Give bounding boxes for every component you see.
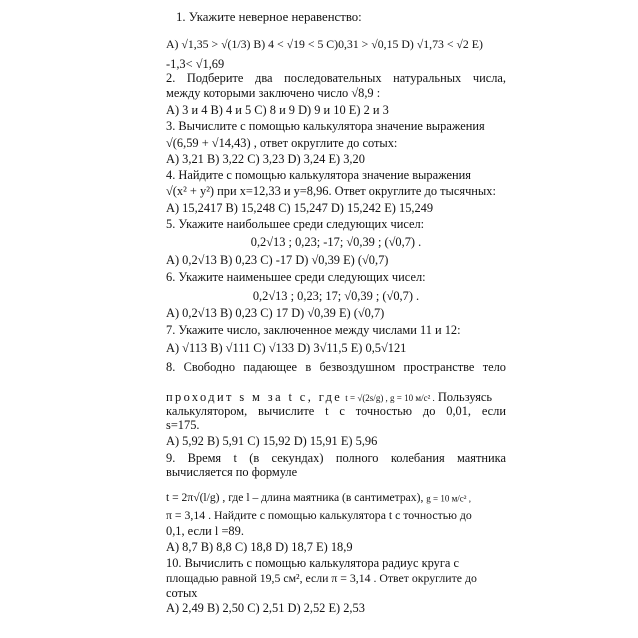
question-4-text: √(x² + y²) при x=12,33 и y=8,96. Ответ округлите до тысячных: [166,184,496,198]
question-8-text-3: s=175. [166,418,200,432]
question-9-g-formula: g = 10 м/с² , [426,493,471,504]
question-7-title: 7. Укажите число, заключенное между числами 11 и 12: [166,323,461,337]
question-8-text-end: Пользуясь [437,390,493,404]
question-5-title: 5. Укажите наибольшее среди следующих чисел: [166,217,425,231]
question-8-text-line [166,390,506,405]
question-4-options: A) 15,2417 B) 15,248 C) 15,247 D) 15,242 E) 15,249 [166,201,434,215]
question-3-options: A) 3,21 B) 3,22 C) 3,23 D) 3,24 E) 3,20 [166,152,365,166]
question-3-title: 3. Вычислите с помощью калькулятора значение выражения [166,119,485,133]
question-9-text-3: 0,1, если l =89. [166,524,244,538]
question-9-formula-line [166,491,506,505]
question-8-text-start: проходит s м за t с, где [166,390,343,404]
question-10-text: площадью равной 19,5 см², если π = 3,14 . Ответ округлите до [166,571,477,585]
question-9-options: A) 8,7 B) 8,8 C) 18,8 D) 18,7 E) 18,9 [166,540,353,554]
question-7-options: A) √113 B) √111 C) √133 D) 3√11,5 E) 0,5√121 [166,341,407,355]
question-2-title: 2. Подберите два последовательных натуральных числа, [166,71,506,85]
question-6-title: 6. Укажите наименьшее среди следующих чисел: [166,270,426,284]
question-9-formula-text: t = 2π√(l/g) , где l – длина маятника (в сантиметрах), [166,491,424,504]
question-1-option-e: -1,3< √1,69 [166,57,225,71]
question-2-text: между которыми заключено число √8,9 : [166,86,381,100]
question-8-formula: t = √(2s/g) , g = 10 м/с² . [345,393,435,404]
question-2-options: A) 3 и 4 B) 4 и 5 C) 8 и 9 D) 9 и 10 E) 2 и 3 [166,103,389,117]
question-9-title: 9. Время t (в секундах) полного колебания маятника [166,451,506,465]
question-3-expression: √(6,59 + √14,43) , ответ округлите до сотых: [166,136,398,150]
question-8-options: A) 5,92 B) 5,91 C) 15,92 D) 15,91 E) 5,96 [166,434,378,448]
question-10-options: A) 2,49 B) 2,50 C) 2,51 D) 2,52 E) 2,53 [166,601,365,615]
question-1-title: 1. Укажите неверное неравенство: [176,10,362,24]
question-1-options: A) √1,35 > √(1/3) B) 4 < √19 < 5 C)0,31 > √0,15 D) √1,73 < √2 E) [166,37,483,51]
question-9-text: вычисляется по формуле [166,465,298,479]
question-10-title: 10. Вычислить с помощью калькулятора радиус круга с [166,556,460,570]
question-6-numbers: 0,2√13 ; 0,23; 17; √0,39 ; (√0,7) . [252,289,420,303]
question-5-options: A) 0,2√13 B) 0,23 C) -17 D) √0,39 E) (√0,7) [166,253,389,267]
question-5-numbers: 0,2√13 ; 0,23; -17; √0,39 ; (√0,7) . [250,235,422,249]
question-8-text-2: калькулятором, вычислите t с точностью до 0,01, если [166,404,506,418]
question-10-text-2: сотых [166,586,198,600]
question-6-options: A) 0,2√13 B) 0,23 C) 17 D) √0,39 E) (√0,7) [166,306,385,320]
question-4-title: 4. Найдите с помощью калькулятора значение выражения [166,168,471,182]
question-8-title: 8. Свободно падающее в безвоздушном пространстве тело [166,360,506,374]
question-9-text-2: π = 3,14 . Найдите с помощью калькулятора t с точностью до [166,508,472,522]
